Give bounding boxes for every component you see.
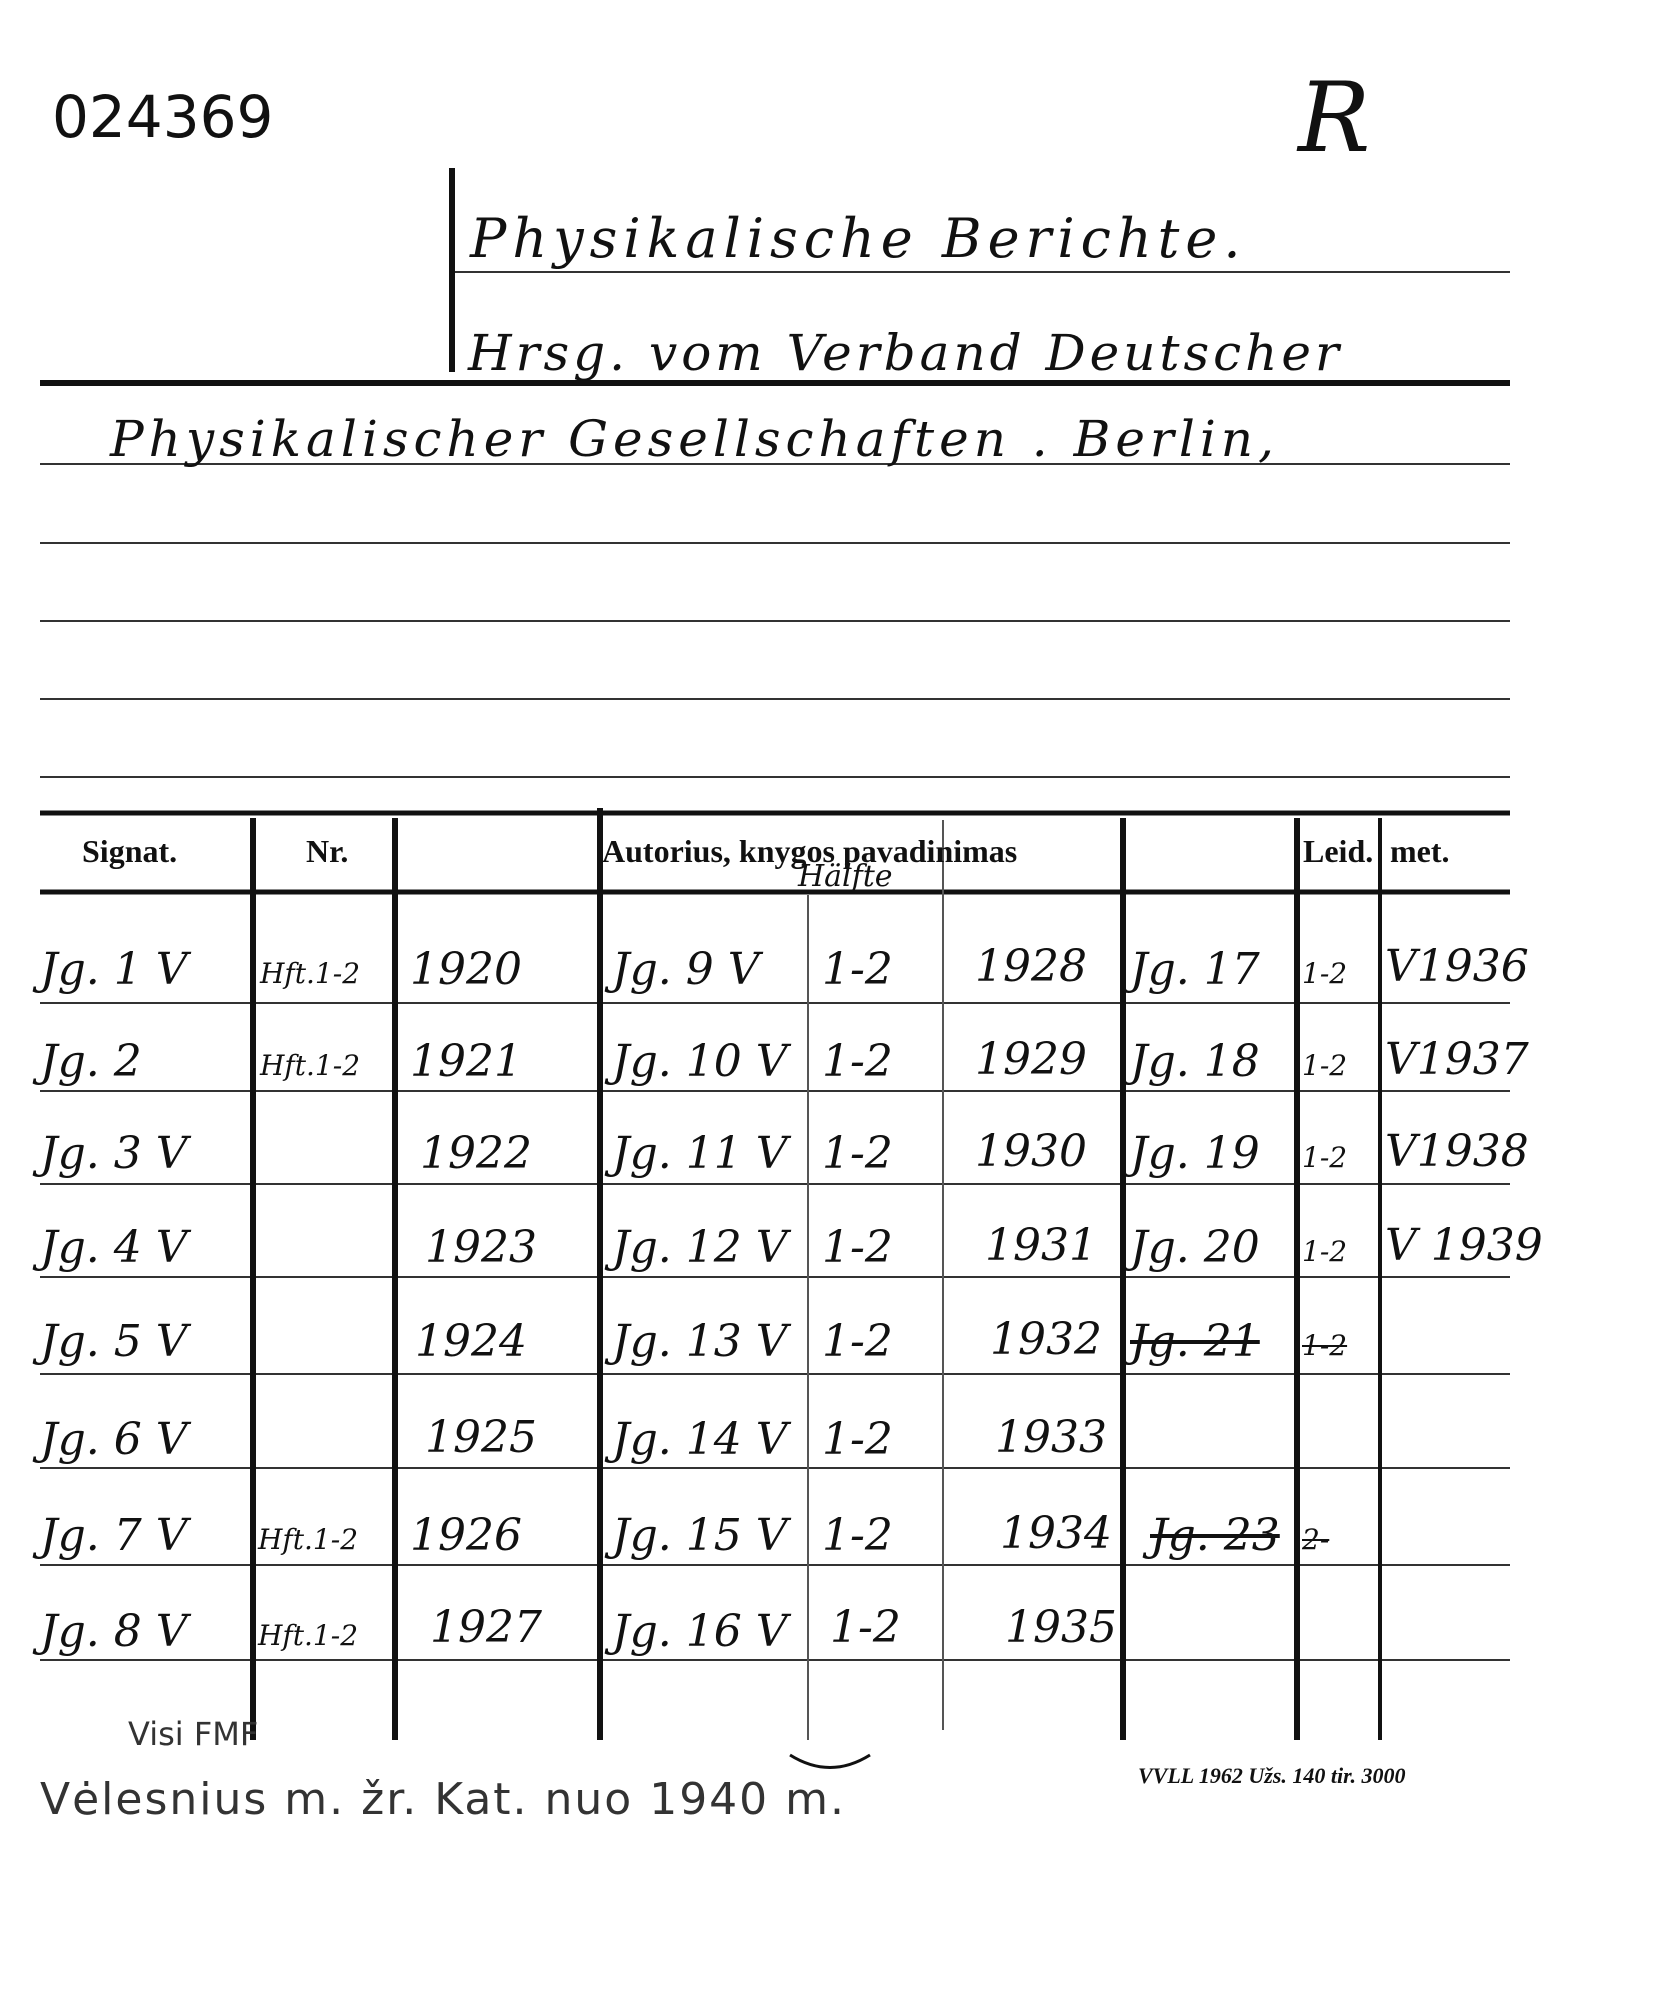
cell-nr: Hft.1-2	[258, 1619, 359, 1652]
cell-halfte-crossed: 2-	[1302, 1523, 1330, 1556]
footer-stroke	[790, 1755, 870, 1768]
cell-year: 1929	[975, 1034, 1087, 1085]
cell-jg: Jg. 13 V	[612, 1316, 788, 1367]
cell-year: 1924	[415, 1316, 527, 1367]
title-line-3: Physikalischer Gesellschaften . Berlin,	[110, 410, 1279, 468]
cell-jg: Jg. 19	[1130, 1128, 1260, 1179]
printer-imprint: VVLL 1962 Užs. 140 tir. 3000	[1138, 1763, 1406, 1788]
cell-year: 1930	[975, 1126, 1087, 1177]
cell-halfte: 1-2	[1302, 1141, 1348, 1174]
header-met: met.	[1390, 833, 1450, 869]
cell-jg: Jg. 8 V	[40, 1606, 188, 1657]
header-autorius: Autorius, knygos pavadinimas	[602, 833, 1018, 869]
cell-jg: Jg. 14 V	[612, 1414, 788, 1465]
cell-halfte: 1-2	[1302, 1235, 1348, 1268]
cell-halfte: 1-2	[822, 1510, 893, 1561]
cell-jg: Jg. 5 V	[40, 1316, 188, 1367]
cell-jg: Jg. 3 V	[40, 1128, 188, 1179]
cell-year: V1938	[1385, 1126, 1529, 1177]
cell-jg: Jg. 2	[40, 1036, 142, 1087]
cell-jg: Jg. 10 V	[612, 1036, 788, 1087]
cell-halfte: 1-2	[822, 1414, 893, 1465]
cell-halfte: 1-2	[822, 1036, 893, 1087]
cell-halfte: 1-2	[1302, 1049, 1348, 1082]
cell-jg: Jg. 12 V	[612, 1222, 788, 1273]
cell-year: 1935	[1005, 1602, 1117, 1653]
footer-note-visi: Visi FMF	[128, 1715, 259, 1753]
cell-halfte: 1-2	[822, 1316, 893, 1367]
cell-year: 1920	[410, 944, 522, 995]
header-halfte: Hälfte	[798, 859, 893, 894]
cell-nr: Hft.1-2	[258, 1523, 359, 1556]
corner-mark: R	[1298, 62, 1371, 174]
cell-jg: Jg. 1 V	[40, 944, 188, 995]
cell-year: 1921	[410, 1036, 522, 1087]
header-signat: Signat.	[82, 833, 178, 869]
cell-jg: Jg. 9 V	[612, 944, 760, 995]
cell-jg-crossed: Jg. 23	[1150, 1510, 1280, 1561]
cell-year: 1928	[975, 941, 1087, 992]
cell-year: V1937	[1385, 1034, 1529, 1085]
cell-jg: Jg. 16 V	[612, 1606, 788, 1657]
cell-jg: Jg. 6 V	[40, 1414, 188, 1465]
cell-jg: Jg. 11 V	[612, 1128, 788, 1179]
cell-jg: Jg. 4 V	[40, 1222, 188, 1273]
cell-year: V1936	[1385, 941, 1529, 992]
header-leid: Leid.	[1303, 833, 1374, 869]
cell-halfte: 1-2	[822, 1222, 893, 1273]
cell-jg: Jg. 15 V	[612, 1510, 788, 1561]
cell-year: 1934	[1000, 1508, 1112, 1559]
cell-jg: Jg. 7 V	[40, 1510, 188, 1561]
cell-year: 1932	[990, 1314, 1102, 1365]
cell-halfte: 1-2	[822, 1128, 893, 1179]
cell-year: 1922	[420, 1128, 532, 1179]
cell-nr: Hft.1-2	[260, 957, 361, 990]
cell-year: 1931	[985, 1220, 1097, 1271]
cell-halfte: 1-2	[822, 944, 893, 995]
cell-jg: Jg. 17	[1130, 944, 1260, 995]
title-line-1: Physikalische Berichte.	[470, 207, 1247, 270]
cell-halfte: 1-2	[830, 1602, 901, 1653]
cell-year: 1933	[995, 1412, 1107, 1463]
card-number: 024369	[52, 83, 274, 151]
title-line-2: Hrsg. vom Verband Deutscher	[468, 324, 1343, 382]
cell-year: 1923	[425, 1222, 537, 1273]
cell-year: 1927	[430, 1602, 542, 1653]
cell-nr: Hft.1-2	[260, 1049, 361, 1082]
cell-halfte-crossed: 1-2	[1302, 1329, 1348, 1362]
cell-jg: Jg. 18	[1130, 1036, 1260, 1087]
cell-halfte: 1-2	[1302, 957, 1348, 990]
header-nr: Nr.	[306, 833, 349, 869]
cell-jg: Jg. 20	[1130, 1222, 1260, 1273]
cell-year: V 1939	[1385, 1220, 1543, 1271]
cell-jg-crossed: Jg. 21	[1130, 1316, 1260, 1367]
footer-note-later: Vėlesnius m. žr. Kat. nuo 1940 m.	[40, 1774, 847, 1825]
cell-year: 1925	[425, 1412, 537, 1463]
cell-year: 1926	[410, 1510, 522, 1561]
